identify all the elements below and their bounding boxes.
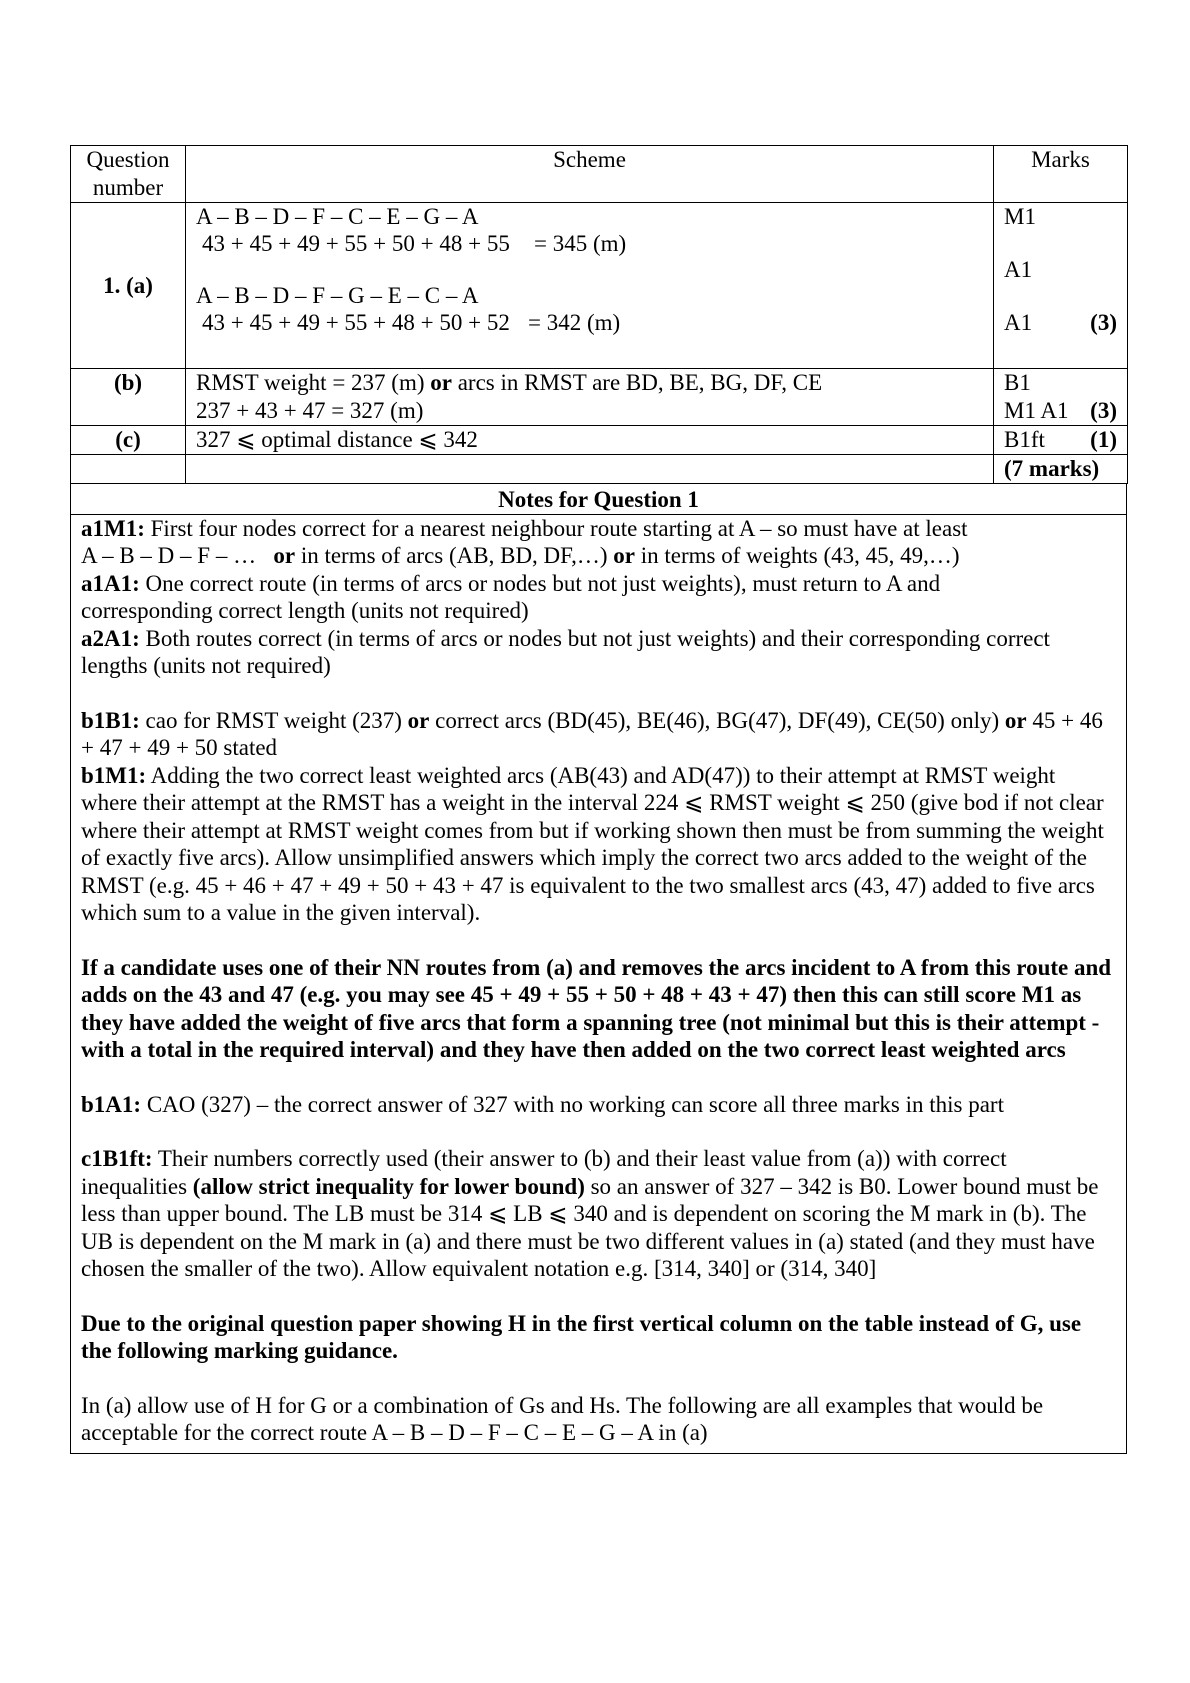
notes-section: [70, 484, 1127, 1454]
q1a-mark-a1: A1: [1004, 257, 1033, 282]
q1a-scheme: [186, 203, 994, 369]
mark-scheme-page: [70, 145, 1127, 1454]
note-a1m1-text: First four nodes correct for a nearest neighbour route starting at A – so must have at least: [144, 515, 968, 541]
note-a1m1-label: a1M1:: [81, 515, 145, 541]
q1c-label: (c): [71, 426, 186, 455]
note-c1b1ft-bold: (allow strict inequality for lower bound): [192, 1173, 585, 1199]
question-number-header: Question number: [71, 146, 186, 203]
q1b-mark-m1a1: M1 A1: [1004, 398, 1069, 423]
notes-title: Notes for Question 1: [498, 487, 699, 512]
note-b1b1-label: b1B1:: [81, 707, 140, 733]
q1b-line1: [196, 369, 983, 397]
scheme-table: [70, 145, 1128, 484]
marks-header: Marks: [994, 146, 1128, 203]
q1a-result1: = 345 (m): [534, 231, 627, 256]
header-row: [71, 146, 1128, 203]
q1b-or: or: [430, 370, 452, 395]
note-b1m1-text: Adding the two correct least weighted arcs (AB(43) and AD(47)) to their attempt at RMST weight where their attempt at the RMST has a weight in the interval 224 ⩽ RMST weight ⩽ 250 (give bod if not clear where their attempt at RMST weight comes from but if working shown then must be from summing the weight of exactly five arcs). Allow unsimplified answers which imply the correct two arcs added to the weight of the RMST (e.g. 45 + 46 + 47 + 49 + 50 + 43 + 47 is equivalent to the two smallest arcs (43, 47) added to five arcs which sum to a value in the given interval).: [81, 762, 1104, 925]
note-a1m1-or2: or: [613, 543, 635, 568]
note-a1a1-label: a1A1:: [81, 570, 140, 596]
q1b-line2: 237 + 43 + 47 = 327 (m): [196, 398, 424, 423]
total-row-empty-1: [71, 455, 186, 484]
note-a1a1-text: One correct route (in terms of arcs or nodes but not just weights), must return to A and corresponding correct length (units not required): [81, 570, 941, 623]
q1b-rmst-weight: RMST weight = 237 (m): [196, 370, 431, 395]
q1a-result2: = 342 (m): [528, 310, 621, 335]
note-nn-routes: If a candidate uses one of their NN routes from (a) and removes the arcs incident to A from this route and adds on the 43 and 47 (e.g. you may see 45 + 49 + 55 + 50 + 48 + 43 + 47) then this can still score M1 as they have added the weight of five arcs that form a spanning tree (not minimal but this is their attempt - with a total in the required interval) and they have then added on the two correct least weighted arcs: [81, 954, 1112, 1062]
q1a-mark-m1: M1: [1004, 204, 1036, 229]
note-b1b1-text-b: correct arcs (BD(45), BE(46), BG(47), DF(49), CE(50) only): [429, 707, 1005, 733]
note-c1b1ft-text-b: so an answer of 327 – 342 is B0. Lower bound must be less than upper bound. The LB must be 314 ⩽ LB ⩽ 340 and is dependent on scoring the M mark in (b). The UB is dependent on the M mark in (a) and there must be two different values in (a) stated (and they must have chosen the smaller of the two). Allow equivalent notation e.g. [314, 340] or (314, 340]: [81, 1173, 1099, 1281]
q1c-scheme: 327 ⩽ optimal distance ⩽ 342: [186, 426, 994, 455]
q1b-label: (b): [71, 369, 186, 426]
total-row-empty-2: [186, 455, 994, 484]
q1a-total: (3): [1090, 310, 1117, 335]
note-b1a1-text: CAO (327) – the correct answer of 327 with no working can score all three marks in this part: [141, 1091, 1004, 1117]
q1c-mark-b1ft: B1ft: [1004, 427, 1045, 452]
q1a-route1: A – B – D – F – C – E – G – A: [196, 204, 479, 229]
note-b1a1-label: b1A1:: [81, 1091, 142, 1117]
note-b1m1-label: b1M1:: [81, 762, 147, 788]
note-a1m1-arcs: in terms of arcs (AB, BD, DF,…): [295, 543, 614, 568]
q1b-mark-b1: B1: [1004, 370, 1031, 395]
q1a-marks: [994, 203, 1128, 369]
q1a-mark-a1-second: A1: [1004, 310, 1033, 335]
q1a-route2: A – B – D – F – G – E – C – A: [196, 283, 479, 308]
note-a1m1-cont: [81, 542, 1116, 570]
total-marks: (7 marks): [994, 455, 1128, 484]
note-a2a1-label: a2A1:: [81, 625, 140, 651]
q1c-total: (1): [1090, 427, 1117, 452]
note-due-to-error: Due to the original question paper showing H in the first vertical column on the table instead of G, use the following marking guidance.: [81, 1310, 1082, 1363]
q1c-row: [71, 426, 1128, 455]
note-c1b1ft: [81, 1145, 1116, 1283]
q1a-label: 1. (a): [71, 203, 186, 369]
note-b1b1-text-c: 45 + 46 + 47 + 49 + 50 stated: [81, 707, 1103, 760]
note-a1a1: [81, 570, 1116, 625]
note-c1b1ft-text-a: Their numbers correctly used (their answer to (b) and their least value from (a)) with correct inequalities: [81, 1146, 1007, 1199]
q1b-scheme: [186, 369, 994, 426]
note-a1m1: [81, 515, 1116, 543]
scheme-header: Scheme: [186, 146, 994, 203]
note-b1m1: [81, 762, 1116, 927]
note-a1m1-or1: or: [273, 543, 296, 568]
note-a1m1-weights: in terms of weights (43, 45, 49,…): [635, 543, 960, 568]
q1a-row: [71, 203, 1128, 369]
q1b-total: (3): [1090, 398, 1117, 423]
note-b1b1: [81, 707, 1116, 762]
note-a2a1: [81, 625, 1116, 680]
q1b-marks: [994, 369, 1128, 426]
note-b1b1-or1: or: [407, 707, 430, 733]
note-a1m1-route: A – B – D – F – …: [81, 543, 274, 568]
q1b-row: [71, 369, 1128, 426]
q1a-sum2: 43 + 45 + 49 + 55 + 48 + 50 + 52: [202, 310, 510, 335]
note-a2a1-text: Both routes correct (in terms of arcs or nodes but not just weights) and their corresponding correct lengths (units not required): [81, 625, 1050, 678]
note-b1b1-or2: or: [1004, 707, 1027, 733]
note-c1b1ft-label: c1B1ft:: [81, 1146, 153, 1171]
note-b1b1-text-a: cao for RMST weight (237): [139, 707, 408, 733]
q1b-arcs: arcs in RMST are BD, BE, BG, DF, CE: [451, 370, 823, 395]
total-row: [71, 455, 1128, 484]
q1c-marks: [994, 426, 1128, 455]
note-b1a1: [81, 1091, 1116, 1119]
note-final: In (a) allow use of H for G or a combination of Gs and Hs. The following are all examples that would be acceptable for the correct route A – B – D – F – C – E – G – A in (a): [81, 1392, 1044, 1445]
q1a-sum1: 43 + 45 + 49 + 55 + 50 + 48 + 55: [202, 231, 510, 256]
